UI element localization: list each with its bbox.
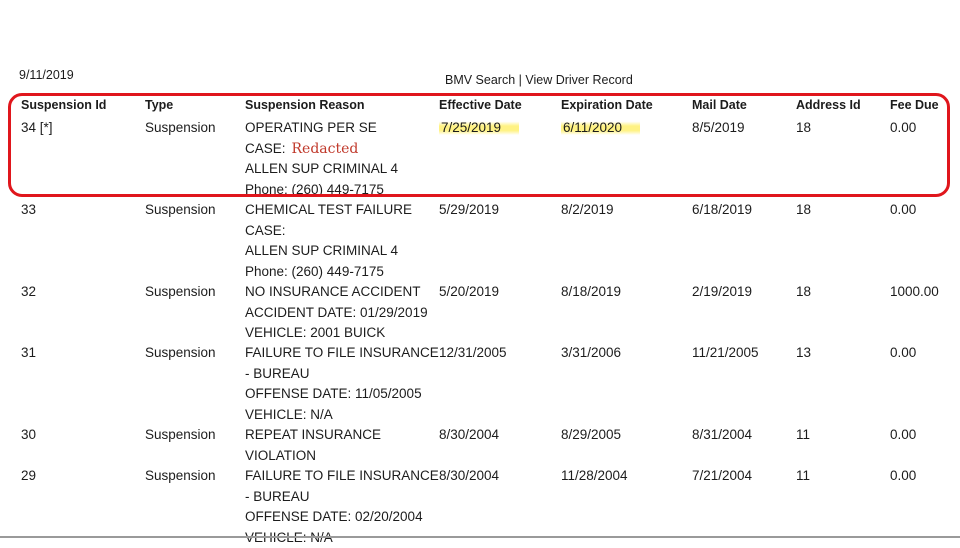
- cell-expiration-date: 8/18/2019: [561, 282, 621, 303]
- column-header-address-id: Address Id: [796, 98, 861, 112]
- cell-suspension-id: 33: [21, 200, 36, 221]
- reason-line: Phone: (260) 449-7175: [245, 262, 412, 283]
- reason-line: NO INSURANCE ACCIDENT: [245, 282, 428, 303]
- cell-effective-date: 5/29/2019: [439, 200, 499, 221]
- cell-expiration-date: 8/29/2005: [561, 425, 621, 446]
- cell-expiration-date: 3/31/2006: [561, 343, 621, 364]
- reason-line: OFFENSE DATE: 02/20/2004: [245, 507, 439, 528]
- cell-expiration-date: 6/11/2020: [561, 118, 640, 139]
- cell-fee-due: 0.00: [890, 200, 916, 221]
- cell-type: Suspension: [145, 118, 216, 139]
- cell-effective-date: 8/30/2004: [439, 466, 499, 487]
- cell-address-id: 11: [796, 466, 810, 487]
- reason-line: ACCIDENT DATE: 01/29/2019: [245, 303, 428, 324]
- cell-suspension-reason: [245, 343, 439, 425]
- highlight-box: [8, 93, 950, 197]
- cell-fee-due: 0.00: [890, 118, 916, 139]
- cell-suspension-id: 34 [*]: [21, 118, 53, 139]
- reason-line: REPEAT INSURANCE: [245, 425, 381, 446]
- cell-type: Suspension: [145, 282, 216, 303]
- reason-line: ALLEN SUP CRIMINAL 4: [245, 241, 412, 262]
- cell-suspension-id: 32: [21, 282, 36, 303]
- cell-suspension-reason: [245, 425, 381, 466]
- column-header-suspension-id: Suspension Id: [21, 98, 106, 112]
- reason-line: - BUREAU: [245, 487, 439, 508]
- reason-line: VIOLATION: [245, 446, 381, 467]
- cell-effective-date: 8/30/2004: [439, 425, 499, 446]
- column-header-fee-due: Fee Due: [890, 98, 939, 112]
- cell-type: Suspension: [145, 425, 216, 446]
- cell-fee-due: 0.00: [890, 425, 916, 446]
- cell-mail-date: 8/5/2019: [692, 118, 745, 139]
- redacted-label: Redacted: [292, 141, 359, 157]
- cell-mail-date: 7/21/2004: [692, 466, 752, 487]
- cell-suspension-id: 30: [21, 425, 36, 446]
- cell-mail-date: 11/21/2005: [692, 343, 759, 364]
- column-header-expiration-date: Expiration Date: [561, 98, 653, 112]
- cell-fee-due: 0.00: [890, 466, 916, 487]
- cell-suspension-id: 31: [21, 343, 36, 364]
- cell-effective-date: 12/31/2005: [439, 343, 507, 364]
- reason-line: CASE:: [245, 221, 412, 242]
- cell-effective-date: 5/20/2019: [439, 282, 499, 303]
- cell-type: Suspension: [145, 343, 216, 364]
- cell-address-id: 18: [796, 200, 811, 221]
- cell-type: Suspension: [145, 200, 216, 221]
- column-header-suspension-reason: Suspension Reason: [245, 98, 364, 112]
- cell-address-id: 18: [796, 118, 811, 139]
- reason-line: OFFENSE DATE: 11/05/2005: [245, 384, 439, 405]
- cell-type: Suspension: [145, 466, 216, 487]
- cell-address-id: 11: [796, 425, 810, 446]
- reason-line: CHEMICAL TEST FAILURE: [245, 200, 412, 221]
- reason-line: FAILURE TO FILE INSURANCE: [245, 466, 439, 487]
- reason-line: ALLEN SUP CRIMINAL 4: [245, 159, 398, 180]
- cell-mail-date: 8/31/2004: [692, 425, 752, 446]
- cell-suspension-reason: [245, 282, 428, 344]
- cell-fee-due: 1000.00: [890, 282, 939, 303]
- reason-line: VEHICLE: 2001 BUICK: [245, 323, 428, 344]
- column-header-type: Type: [145, 98, 173, 112]
- reason-line: Phone: (260) 449-7175: [245, 180, 398, 201]
- reason-line: CASE: Redacted: [245, 139, 398, 160]
- cell-expiration-date: 8/2/2019: [561, 200, 614, 221]
- reason-line: OPERATING PER SE: [245, 118, 398, 139]
- cell-fee-due: 0.00: [890, 343, 916, 364]
- document-title: BMV Search | View Driver Record: [445, 73, 633, 87]
- cell-address-id: 18: [796, 282, 811, 303]
- cell-mail-date: 6/18/2019: [692, 200, 752, 221]
- cell-expiration-date: 11/28/2004: [561, 466, 628, 487]
- page-divider: [0, 536, 960, 538]
- cell-suspension-reason: [245, 200, 412, 282]
- cell-suspension-id: 29: [21, 466, 36, 487]
- document-date: 9/11/2019: [19, 68, 74, 82]
- reason-line: FAILURE TO FILE INSURANCE: [245, 343, 439, 364]
- reason-line: VEHICLE: N/A: [245, 405, 439, 426]
- cell-mail-date: 2/19/2019: [692, 282, 752, 303]
- cell-effective-date: 7/25/2019: [439, 118, 519, 139]
- reason-line: - BUREAU: [245, 364, 439, 385]
- column-header-effective-date: Effective Date: [439, 98, 522, 112]
- column-header-mail-date: Mail Date: [692, 98, 747, 112]
- cell-address-id: 13: [796, 343, 811, 364]
